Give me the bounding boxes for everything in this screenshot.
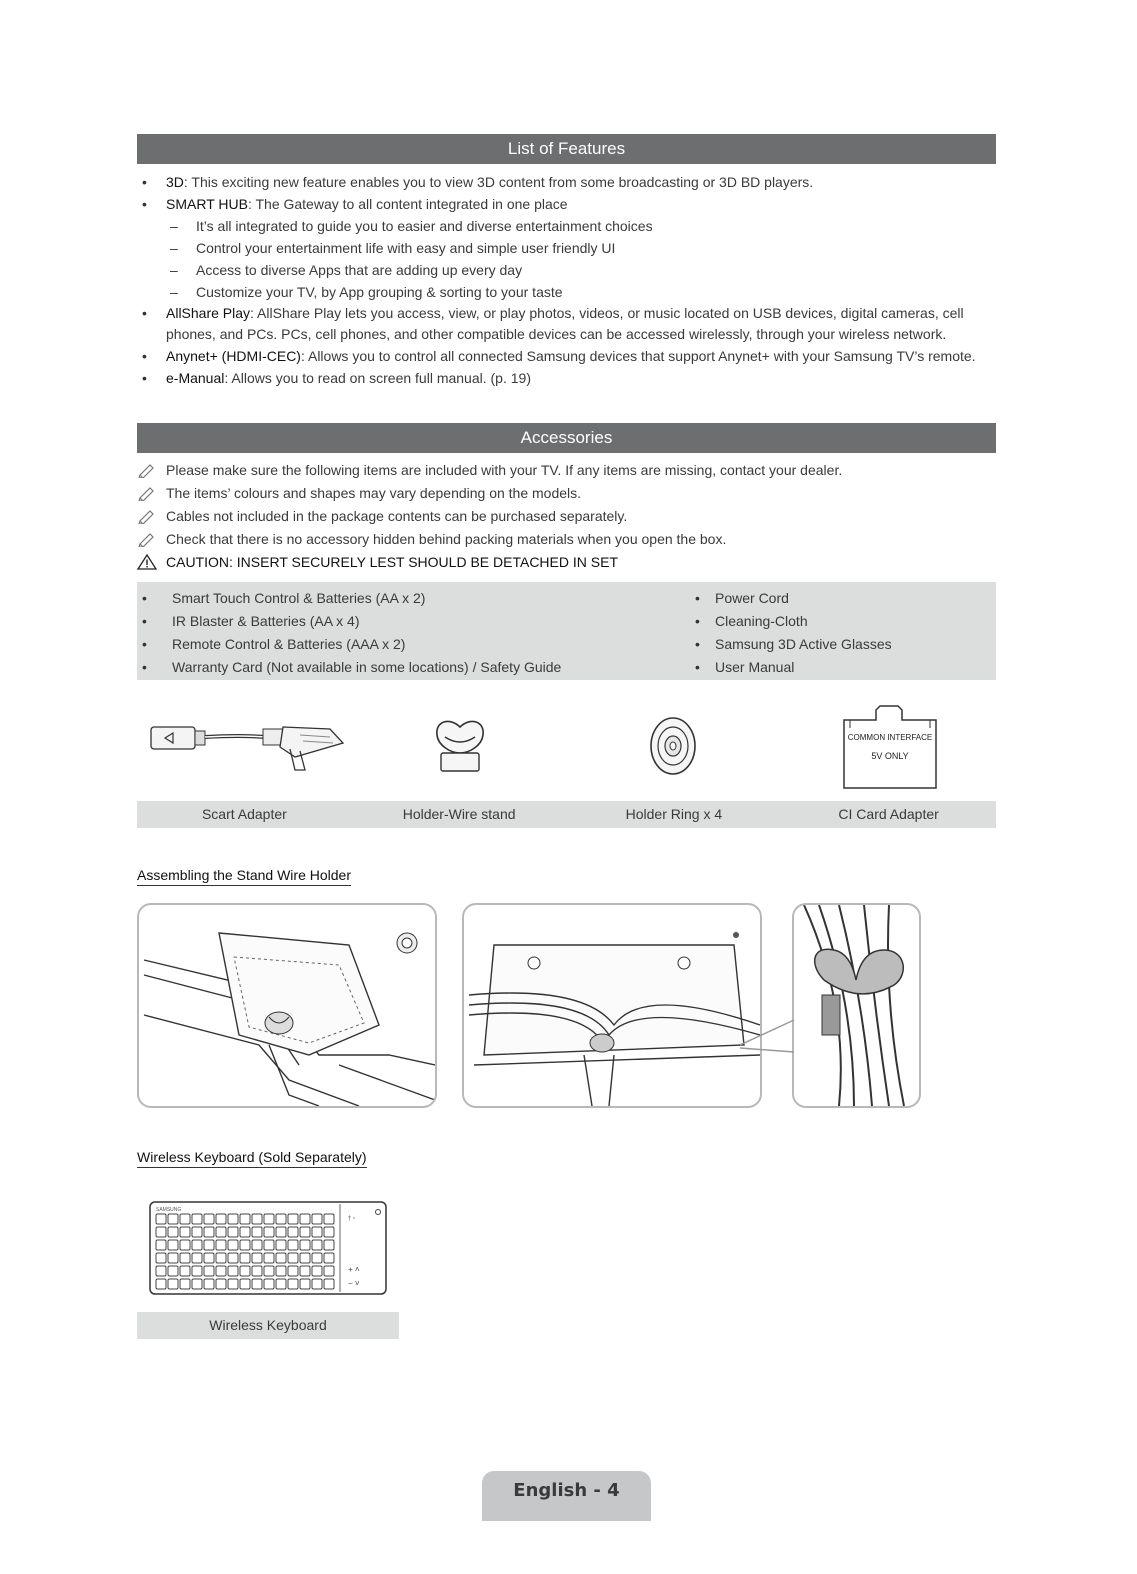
keyboard-key: [324, 1227, 334, 1237]
keyboard-key: [264, 1227, 274, 1237]
keyboard-key: [192, 1266, 202, 1276]
assembly-step-1: [137, 903, 437, 1108]
keyboard-key: [180, 1279, 190, 1289]
keyboard-key: [276, 1279, 286, 1289]
keyboard-key: [204, 1266, 214, 1276]
keyboard-key: [240, 1279, 250, 1289]
accessory-item: • Warranty Card (Not available in some locations) / Safety Guide: [137, 656, 677, 679]
holder-ring-illustration: [648, 715, 698, 777]
keyboard-key: [156, 1279, 166, 1289]
keyboard-key: [252, 1240, 262, 1250]
keyboard-key: [240, 1253, 250, 1263]
keyboard-key: [264, 1214, 274, 1224]
assembly-step-3-detail: [792, 903, 921, 1108]
keyboard-key: [204, 1279, 214, 1289]
keyboard-key: [168, 1227, 178, 1237]
keyboard-key: [216, 1227, 226, 1237]
keyboard-key: [228, 1240, 238, 1250]
keyboard-key: [180, 1240, 190, 1250]
keyboard-key: [324, 1214, 334, 1224]
keyboard-key: [168, 1214, 178, 1224]
wireless-keyboard-illustration: [148, 1200, 388, 1296]
keyboard-key: [156, 1214, 166, 1224]
features-header: [137, 134, 996, 164]
keyboard-key: [264, 1279, 274, 1289]
keyboard-key: [216, 1240, 226, 1250]
caption-holder-ring: Holder Ring x 4: [625, 806, 723, 822]
holder-wire-stand-illustration: [425, 715, 495, 775]
keyboard-key: [276, 1253, 286, 1263]
keyboard-key: [264, 1240, 274, 1250]
keyboard-key: [216, 1214, 226, 1224]
accessory-list-right: [690, 587, 990, 679]
pencil-note-icon: [137, 462, 157, 478]
keyboard-key: [156, 1253, 166, 1263]
pencil-note-icon: [137, 485, 157, 501]
keyboard-key: [228, 1227, 238, 1237]
pencil-note-icon: [137, 508, 157, 524]
keyboard-key: [312, 1227, 322, 1237]
feature-item: • Anynet+ (HDMI-CEC): Allows you to control all connected Samsung devices that support Anynet+ with your Samsung TV’s remote.: [137, 345, 996, 367]
feature-item: • SMART HUB: The Gateway to all content integrated in one place: [137, 193, 996, 215]
stand-step-2-illustration: [464, 905, 760, 1106]
caption-scart-adapter: Scart Adapter: [201, 806, 287, 822]
keyboard-key: [324, 1253, 334, 1263]
keyboard-key: [252, 1214, 262, 1224]
warning-icon: [137, 554, 157, 570]
accessories-header: [137, 423, 996, 453]
feature-subitem: – It’s all integrated to guide you to easier and diverse entertainment choices: [137, 215, 996, 237]
accessories-notes: [137, 459, 996, 574]
keyboard-key: [168, 1266, 178, 1276]
ci-card-label: COMMON INTERFACE: [847, 733, 933, 742]
page-number-label: English - 4: [513, 1480, 620, 1501]
keyboard-section-title: Wireless Keyboard (Sold Separately): [137, 1149, 367, 1168]
keyboard-key: [300, 1279, 310, 1289]
ci-card-adapter-illustration: [840, 702, 940, 790]
keyboard-key: [204, 1227, 214, 1237]
keyboard-key: [180, 1266, 190, 1276]
keyboard-key: [276, 1227, 286, 1237]
note-item: Check that there is no accessory hidden behind packing materials when you open the box.: [137, 528, 996, 551]
keyboard-key: [156, 1227, 166, 1237]
keyboard-key: [288, 1240, 298, 1250]
keyboard-key: [156, 1266, 166, 1276]
keyboard-key: [240, 1227, 250, 1237]
accessory-item: • User Manual: [690, 656, 990, 679]
caption-ci-card-adapter: CI Card Adapter: [838, 806, 939, 822]
caution-line: CAUTION: INSERT SECURELY LEST SHOULD BE DETACHED IN SET: [137, 551, 996, 574]
keyboard-key: [264, 1266, 274, 1276]
keyboard-key: [264, 1253, 274, 1263]
keyboard-key: [252, 1266, 262, 1276]
keyboard-caption: Wireless Keyboard: [137, 1312, 399, 1339]
keyboard-key: [276, 1214, 286, 1224]
keyboard-key: [252, 1279, 262, 1289]
keyboard-key: [204, 1214, 214, 1224]
keyboard-key: [156, 1240, 166, 1250]
keyboard-key: [288, 1253, 298, 1263]
note-item: Please make sure the following items are included with your TV. If any items are missing, contact your dealer.: [137, 459, 996, 482]
keyboard-key: [240, 1240, 250, 1250]
keyboard-key: [192, 1214, 202, 1224]
keyboard-key: [300, 1227, 310, 1237]
keyboard-key: [312, 1266, 322, 1276]
keyboard-key: [168, 1240, 178, 1250]
scart-adapter-illustration: [145, 715, 345, 775]
keyboard-key: [192, 1240, 202, 1250]
keyboard-key: [228, 1266, 238, 1276]
keyboard-key: [312, 1214, 322, 1224]
stand-section-title: Assembling the Stand Wire Holder: [137, 867, 351, 886]
detail-callout-lines: [740, 1010, 796, 1060]
keyboard-key: [276, 1266, 286, 1276]
keyboard-key: [228, 1279, 238, 1289]
caption-holder-wire-stand: Holder-Wire stand: [402, 806, 516, 822]
accessory-item: • Samsung 3D Active Glasses: [690, 633, 990, 656]
keyboard-key: [204, 1253, 214, 1263]
keyboard-key: [192, 1227, 202, 1237]
feature-item: • e-Manual: Allows you to read on screen full manual. (p. 19): [137, 367, 996, 389]
ci-card-voltage: 5V ONLY: [871, 751, 909, 761]
keyboard-key: [204, 1240, 214, 1250]
keyboard-key: [180, 1214, 190, 1224]
keyboard-key: [288, 1279, 298, 1289]
feature-subitem: – Access to diverse Apps that are adding up every day: [137, 259, 996, 281]
keyboard-key: [216, 1253, 226, 1263]
features-list: [137, 171, 996, 389]
svg-text:† ▫: † ▫: [348, 1216, 356, 1222]
feature-item: • AllShare Play: AllShare Play lets you access, view, or play photos, videos, or music located on USB devices, digital cameras, cell phones, and PCs. PCs, cell phones, and other compatible devices can be accessed wirelessly, through your wireless network.: [137, 303, 996, 345]
keyboard-key: [312, 1253, 322, 1263]
keyboard-key: [228, 1214, 238, 1224]
keyboard-brand-text: SAMSUNG: [156, 1207, 182, 1213]
keyboard-key: [288, 1214, 298, 1224]
note-item: Cables not included in the package contents can be purchased separately.: [137, 505, 996, 528]
svg-text:+ ˄: + ˄: [348, 1265, 360, 1274]
keyboard-key: [324, 1266, 334, 1276]
accessory-item: • Cleaning-Cloth: [690, 610, 990, 633]
page-number-tab: [482, 1471, 651, 1521]
accessories-title: Accessories: [520, 428, 613, 447]
wire-holder-closeup-illustration: [794, 905, 919, 1106]
accessory-item: • Remote Control & Batteries (AAA x 2): [137, 633, 677, 656]
features-title: List of Features: [507, 139, 626, 158]
feature-subitem: – Customize your TV, by App grouping & sorting to your taste: [137, 281, 996, 303]
accessory-list-left: [137, 587, 677, 679]
keyboard-key: [252, 1227, 262, 1237]
keyboard-key: [300, 1253, 310, 1263]
keyboard-key: [324, 1279, 334, 1289]
stand-step-1-illustration: [139, 905, 435, 1106]
pencil-note-icon: [137, 531, 157, 547]
assembly-step-2: [462, 903, 762, 1108]
keyboard-key: [252, 1253, 262, 1263]
keyboard-key: [168, 1279, 178, 1289]
accessory-captions: [137, 801, 996, 828]
keyboard-key: [228, 1253, 238, 1263]
keyboard-key: [300, 1240, 310, 1250]
keyboard-key: [216, 1279, 226, 1289]
accessory-item: • Power Cord: [690, 587, 990, 610]
keyboard-key: [192, 1279, 202, 1289]
keyboard-key: [276, 1240, 286, 1250]
keyboard-key: [300, 1214, 310, 1224]
keyboard-key: [180, 1253, 190, 1263]
keyboard-key: [288, 1227, 298, 1237]
keyboard-key: [312, 1279, 322, 1289]
keyboard-key: [180, 1227, 190, 1237]
keyboard-key: [240, 1266, 250, 1276]
svg-text:− ˅: − ˅: [348, 1279, 360, 1288]
accessory-item: • IR Blaster & Batteries (AA x 4): [137, 610, 677, 633]
feature-subitem: – Control your entertainment life with easy and simple user friendly UI: [137, 237, 996, 259]
keyboard-key: [300, 1266, 310, 1276]
feature-item: • 3D: This exciting new feature enables you to view 3D content from some broadcasting or 3D BD players.: [137, 171, 996, 193]
keyboard-key: [288, 1266, 298, 1276]
keyboard-key: [216, 1266, 226, 1276]
keyboard-key: [168, 1253, 178, 1263]
accessory-item: • Smart Touch Control & Batteries (AA x 2): [137, 587, 677, 610]
keyboard-key: [324, 1240, 334, 1250]
keyboard-key: [312, 1240, 322, 1250]
keyboard-key: [192, 1253, 202, 1263]
note-item: The items’ colours and shapes may vary depending on the models.: [137, 482, 996, 505]
keyboard-key: [240, 1214, 250, 1224]
